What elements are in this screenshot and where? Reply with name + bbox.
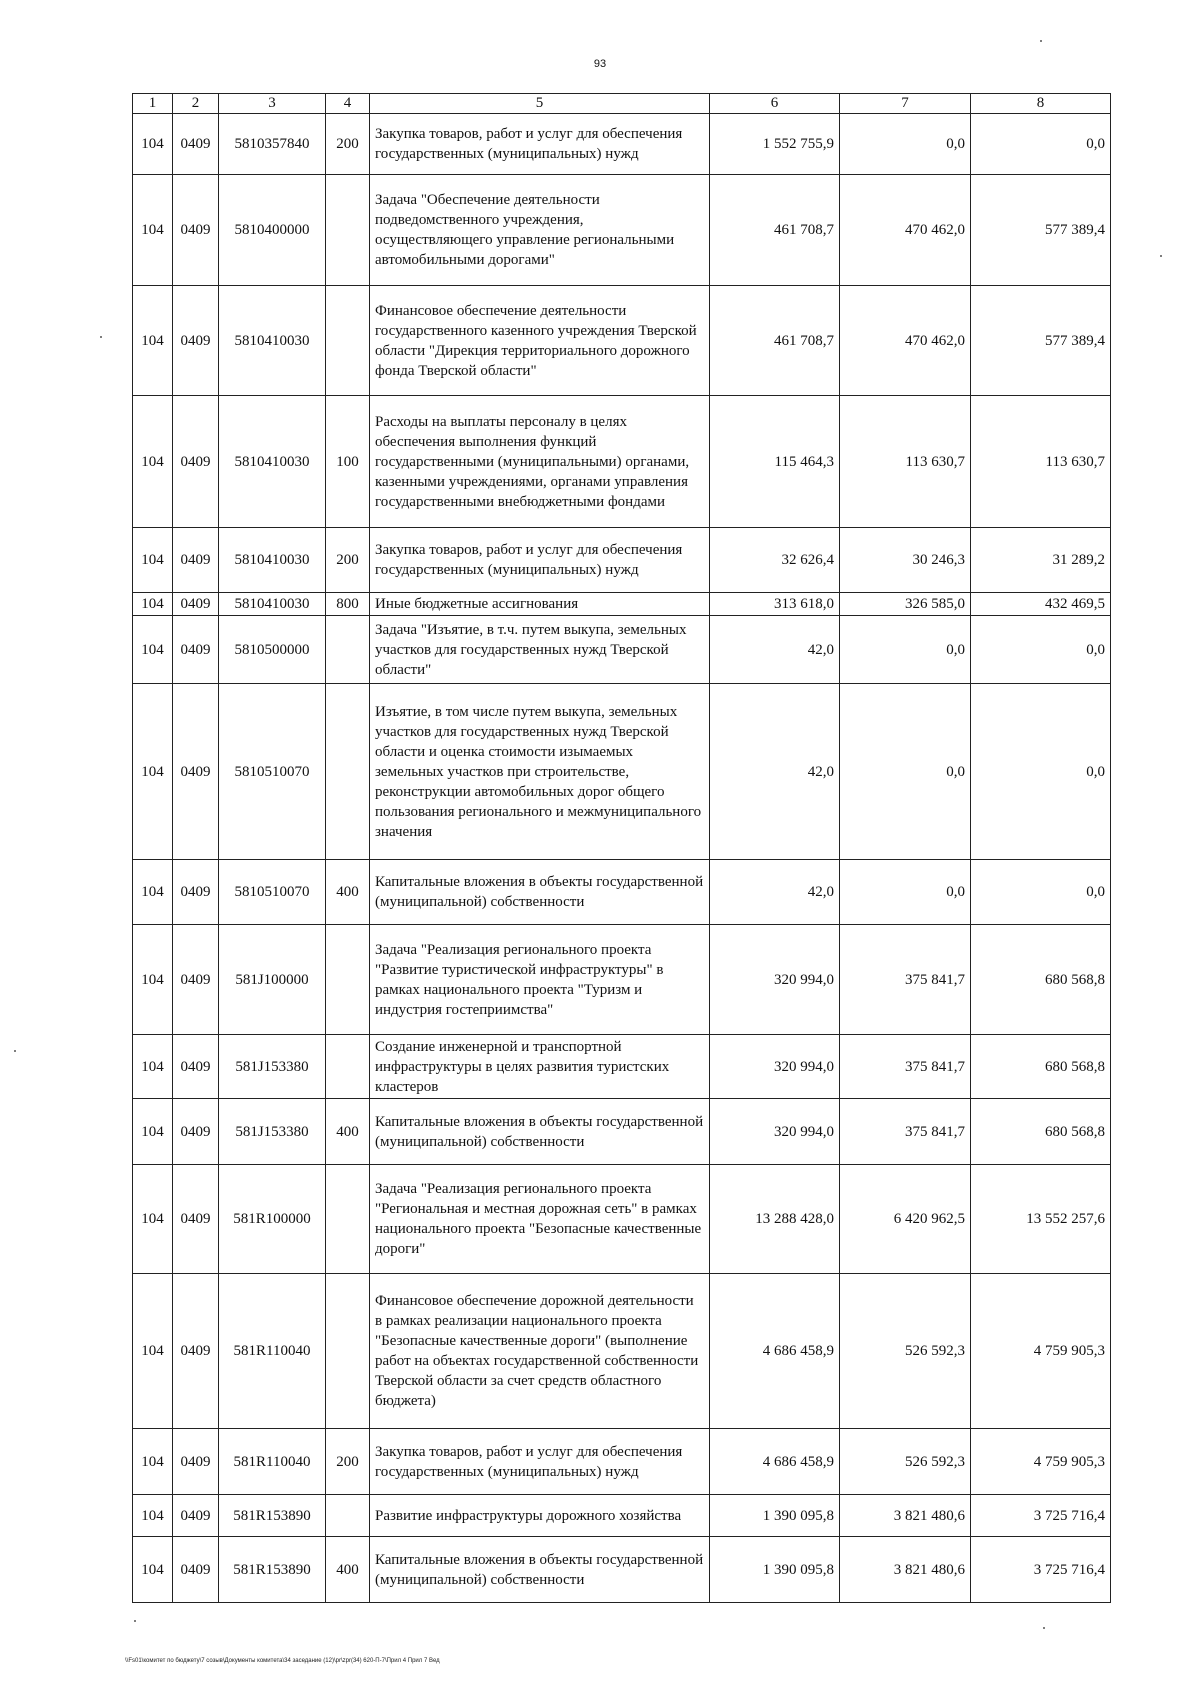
cell-amount-3: 0,0	[971, 860, 1111, 925]
cell-ministry: 104	[133, 1274, 173, 1429]
cell-section: 0409	[173, 1429, 219, 1495]
cell-description: Закупка товаров, работ и услуг для обеспечения государственных (муниципальных) нужд	[370, 1429, 710, 1495]
cell-amount-2: 30 246,3	[840, 528, 971, 593]
cell-amount-3: 0,0	[971, 114, 1111, 175]
cell-amount-1: 42,0	[710, 684, 840, 860]
cell-expense-type: 800	[326, 593, 370, 616]
cell-amount-1: 13 288 428,0	[710, 1165, 840, 1274]
file-path-footer: \\Fs01\комитет по бюджету\7 созыв\Документы комитета\34 заседание (12)\pr\zpr(34) 620-П-7\Прил 4 Прил 7 Вед	[125, 1658, 440, 1664]
table-row	[133, 175, 1111, 286]
cell-expense-type: 200	[326, 528, 370, 593]
cell-amount-3: 577 389,4	[971, 286, 1111, 396]
cell-description: Задача "Реализация регионального проекта "Региональная и местная дорожная сеть" в рамках национального проекта "Безопасные качественные дороги"	[370, 1165, 710, 1274]
cell-target-article: 5810410030	[219, 396, 326, 528]
table-row	[133, 1495, 1111, 1537]
cell-section: 0409	[173, 1035, 219, 1099]
cell-description: Изъятие, в том числе путем выкупа, земельных участков для государственных нужд Тверской области и оценка стоимости изымаемых земельных участков при строительстве, реконструкции автомобильных дорог общего пользования регионального и межмуниципального значения	[370, 684, 710, 860]
cell-amount-3: 680 568,8	[971, 1035, 1111, 1099]
cell-amount-2: 470 462,0	[840, 286, 971, 396]
cell-ministry: 104	[133, 1495, 173, 1537]
scan-speck	[1040, 40, 1042, 42]
budget-table	[132, 93, 1111, 1603]
cell-amount-2: 0,0	[840, 114, 971, 175]
cell-amount-3: 3 725 716,4	[971, 1537, 1111, 1603]
cell-amount-2: 375 841,7	[840, 925, 971, 1035]
cell-amount-3: 577 389,4	[971, 175, 1111, 286]
cell-amount-2: 526 592,3	[840, 1429, 971, 1495]
cell-section: 0409	[173, 1274, 219, 1429]
cell-target-article: 5810510070	[219, 860, 326, 925]
cell-expense-type: 400	[326, 1537, 370, 1603]
cell-amount-1: 320 994,0	[710, 1099, 840, 1165]
cell-ministry: 104	[133, 593, 173, 616]
cell-ministry: 104	[133, 528, 173, 593]
cell-amount-1: 42,0	[710, 616, 840, 684]
cell-target-article: 581J153380	[219, 1035, 326, 1099]
cell-amount-2: 3 821 480,6	[840, 1495, 971, 1537]
cell-expense-type	[326, 684, 370, 860]
scan-speck	[1043, 1627, 1045, 1629]
cell-amount-2: 0,0	[840, 616, 971, 684]
cell-amount-3: 432 469,5	[971, 593, 1111, 616]
cell-target-article: 581J100000	[219, 925, 326, 1035]
cell-expense-type	[326, 1035, 370, 1099]
column-header-7: 7	[840, 94, 971, 114]
table-row	[133, 860, 1111, 925]
cell-amount-1: 1 552 755,9	[710, 114, 840, 175]
cell-expense-type	[326, 1495, 370, 1537]
cell-amount-1: 115 464,3	[710, 396, 840, 528]
cell-target-article: 5810510070	[219, 684, 326, 860]
table-row	[133, 684, 1111, 860]
cell-section: 0409	[173, 1099, 219, 1165]
cell-amount-1: 1 390 095,8	[710, 1495, 840, 1537]
cell-target-article: 5810410030	[219, 286, 326, 396]
cell-target-article: 5810500000	[219, 616, 326, 684]
table-row	[133, 616, 1111, 684]
cell-section: 0409	[173, 616, 219, 684]
cell-expense-type	[326, 616, 370, 684]
cell-ministry: 104	[133, 1165, 173, 1274]
cell-expense-type	[326, 286, 370, 396]
cell-target-article: 581R153890	[219, 1495, 326, 1537]
cell-target-article: 5810400000	[219, 175, 326, 286]
cell-section: 0409	[173, 1165, 219, 1274]
column-header-2: 2	[173, 94, 219, 114]
table-header-row	[133, 94, 1111, 114]
cell-amount-2: 0,0	[840, 684, 971, 860]
column-header-8: 8	[971, 94, 1111, 114]
cell-amount-3: 3 725 716,4	[971, 1495, 1111, 1537]
cell-amount-2: 326 585,0	[840, 593, 971, 616]
cell-amount-3: 113 630,7	[971, 396, 1111, 528]
cell-expense-type: 400	[326, 860, 370, 925]
scan-speck	[134, 1620, 136, 1622]
cell-section: 0409	[173, 684, 219, 860]
table-row	[133, 1035, 1111, 1099]
column-header-4: 4	[326, 94, 370, 114]
cell-description: Задача "Изъятие, в т.ч. путем выкупа, земельных участков для государственных нужд Тверской области"	[370, 616, 710, 684]
cell-expense-type: 200	[326, 1429, 370, 1495]
cell-ministry: 104	[133, 616, 173, 684]
cell-ministry: 104	[133, 684, 173, 860]
cell-amount-1: 42,0	[710, 860, 840, 925]
table-row	[133, 593, 1111, 616]
column-header-5: 5	[370, 94, 710, 114]
cell-ministry: 104	[133, 286, 173, 396]
cell-amount-2: 0,0	[840, 860, 971, 925]
table-row	[133, 1165, 1111, 1274]
cell-ministry: 104	[133, 925, 173, 1035]
cell-description: Финансовое обеспечение дорожной деятельности в рамках реализации национального проекта "Безопасные качественные дороги" (выполнение работ на объектах государственной собственности Тверской области за счет средств областного бюджета)	[370, 1274, 710, 1429]
cell-section: 0409	[173, 175, 219, 286]
cell-expense-type: 100	[326, 396, 370, 528]
cell-description: Задача "Обеспечение деятельности подведомственного учреждения, осуществляющего управление региональными автомобильными дорогами"	[370, 175, 710, 286]
cell-target-article: 5810410030	[219, 528, 326, 593]
cell-description: Капитальные вложения в объекты государственной (муниципальной) собственности	[370, 860, 710, 925]
cell-section: 0409	[173, 1537, 219, 1603]
cell-section: 0409	[173, 925, 219, 1035]
cell-expense-type	[326, 925, 370, 1035]
table-row	[133, 1099, 1111, 1165]
cell-amount-2: 526 592,3	[840, 1274, 971, 1429]
cell-amount-3: 4 759 905,3	[971, 1274, 1111, 1429]
table-row	[133, 528, 1111, 593]
cell-section: 0409	[173, 396, 219, 528]
cell-expense-type: 200	[326, 114, 370, 175]
cell-section: 0409	[173, 860, 219, 925]
cell-amount-3: 0,0	[971, 684, 1111, 860]
cell-target-article: 581J153380	[219, 1099, 326, 1165]
cell-amount-3: 680 568,8	[971, 925, 1111, 1035]
scan-speck	[14, 1050, 16, 1052]
cell-amount-1: 313 618,0	[710, 593, 840, 616]
cell-section: 0409	[173, 286, 219, 396]
cell-ministry: 104	[133, 1429, 173, 1495]
cell-description: Расходы на выплаты персоналу в целях обеспечения выполнения функций государственными (муниципальными) органами, казенными учреждениями, органами управления государственными внебюджетными фондами	[370, 396, 710, 528]
cell-amount-2: 375 841,7	[840, 1099, 971, 1165]
cell-description: Задача "Реализация регионального проекта "Развитие туристической инфраструктуры" в рамках национального проекта "Туризм и индустрия гостеприимства"	[370, 925, 710, 1035]
table-row	[133, 286, 1111, 396]
cell-section: 0409	[173, 528, 219, 593]
cell-ministry: 104	[133, 1035, 173, 1099]
column-header-6: 6	[710, 94, 840, 114]
cell-section: 0409	[173, 1495, 219, 1537]
table-row	[133, 1274, 1111, 1429]
cell-expense-type	[326, 175, 370, 286]
cell-expense-type: 400	[326, 1099, 370, 1165]
cell-target-article: 581R100000	[219, 1165, 326, 1274]
cell-section: 0409	[173, 593, 219, 616]
cell-target-article: 5810410030	[219, 593, 326, 616]
table-row	[133, 114, 1111, 175]
cell-amount-3: 31 289,2	[971, 528, 1111, 593]
cell-amount-1: 4 686 458,9	[710, 1274, 840, 1429]
table-row	[133, 1537, 1111, 1603]
cell-ministry: 104	[133, 114, 173, 175]
cell-amount-2: 470 462,0	[840, 175, 971, 286]
cell-description: Финансовое обеспечение деятельности государственного казенного учреждения Тверской области "Дирекция территориального дорожного фонда Тверской области"	[370, 286, 710, 396]
cell-amount-1: 1 390 095,8	[710, 1537, 840, 1603]
table-row	[133, 925, 1111, 1035]
cell-amount-3: 13 552 257,6	[971, 1165, 1111, 1274]
table-row	[133, 396, 1111, 528]
cell-amount-2: 113 630,7	[840, 396, 971, 528]
cell-expense-type	[326, 1274, 370, 1429]
table-row	[133, 1429, 1111, 1495]
scan-speck	[100, 336, 102, 338]
cell-amount-1: 32 626,4	[710, 528, 840, 593]
cell-ministry: 104	[133, 175, 173, 286]
cell-amount-1: 320 994,0	[710, 1035, 840, 1099]
cell-amount-1: 461 708,7	[710, 175, 840, 286]
cell-ministry: 104	[133, 860, 173, 925]
cell-ministry: 104	[133, 396, 173, 528]
cell-amount-1: 320 994,0	[710, 925, 840, 1035]
page-number: 93	[593, 58, 607, 70]
cell-amount-3: 4 759 905,3	[971, 1429, 1111, 1495]
cell-description: Капитальные вложения в объекты государственной (муниципальной) собственности	[370, 1537, 710, 1603]
cell-target-article: 581R110040	[219, 1274, 326, 1429]
cell-target-article: 581R153890	[219, 1537, 326, 1603]
cell-description: Иные бюджетные ассигнования	[370, 593, 710, 616]
cell-expense-type	[326, 1165, 370, 1274]
cell-description: Закупка товаров, работ и услуг для обеспечения государственных (муниципальных) нужд	[370, 114, 710, 175]
cell-ministry: 104	[133, 1099, 173, 1165]
cell-amount-2: 3 821 480,6	[840, 1537, 971, 1603]
cell-amount-3: 680 568,8	[971, 1099, 1111, 1165]
cell-description: Создание инженерной и транспортной инфраструктуры в целях развития туристских кластеров	[370, 1035, 710, 1099]
cell-amount-3: 0,0	[971, 616, 1111, 684]
column-header-3: 3	[219, 94, 326, 114]
cell-description: Закупка товаров, работ и услуг для обеспечения государственных (муниципальных) нужд	[370, 528, 710, 593]
cell-description: Капитальные вложения в объекты государственной (муниципальной) собственности	[370, 1099, 710, 1165]
cell-target-article: 581R110040	[219, 1429, 326, 1495]
cell-amount-2: 375 841,7	[840, 1035, 971, 1099]
cell-target-article: 5810357840	[219, 114, 326, 175]
column-header-1: 1	[133, 94, 173, 114]
scan-speck	[1160, 255, 1162, 257]
cell-amount-1: 4 686 458,9	[710, 1429, 840, 1495]
cell-ministry: 104	[133, 1537, 173, 1603]
cell-amount-2: 6 420 962,5	[840, 1165, 971, 1274]
cell-description: Развитие инфраструктуры дорожного хозяйства	[370, 1495, 710, 1537]
cell-section: 0409	[173, 114, 219, 175]
cell-amount-1: 461 708,7	[710, 286, 840, 396]
